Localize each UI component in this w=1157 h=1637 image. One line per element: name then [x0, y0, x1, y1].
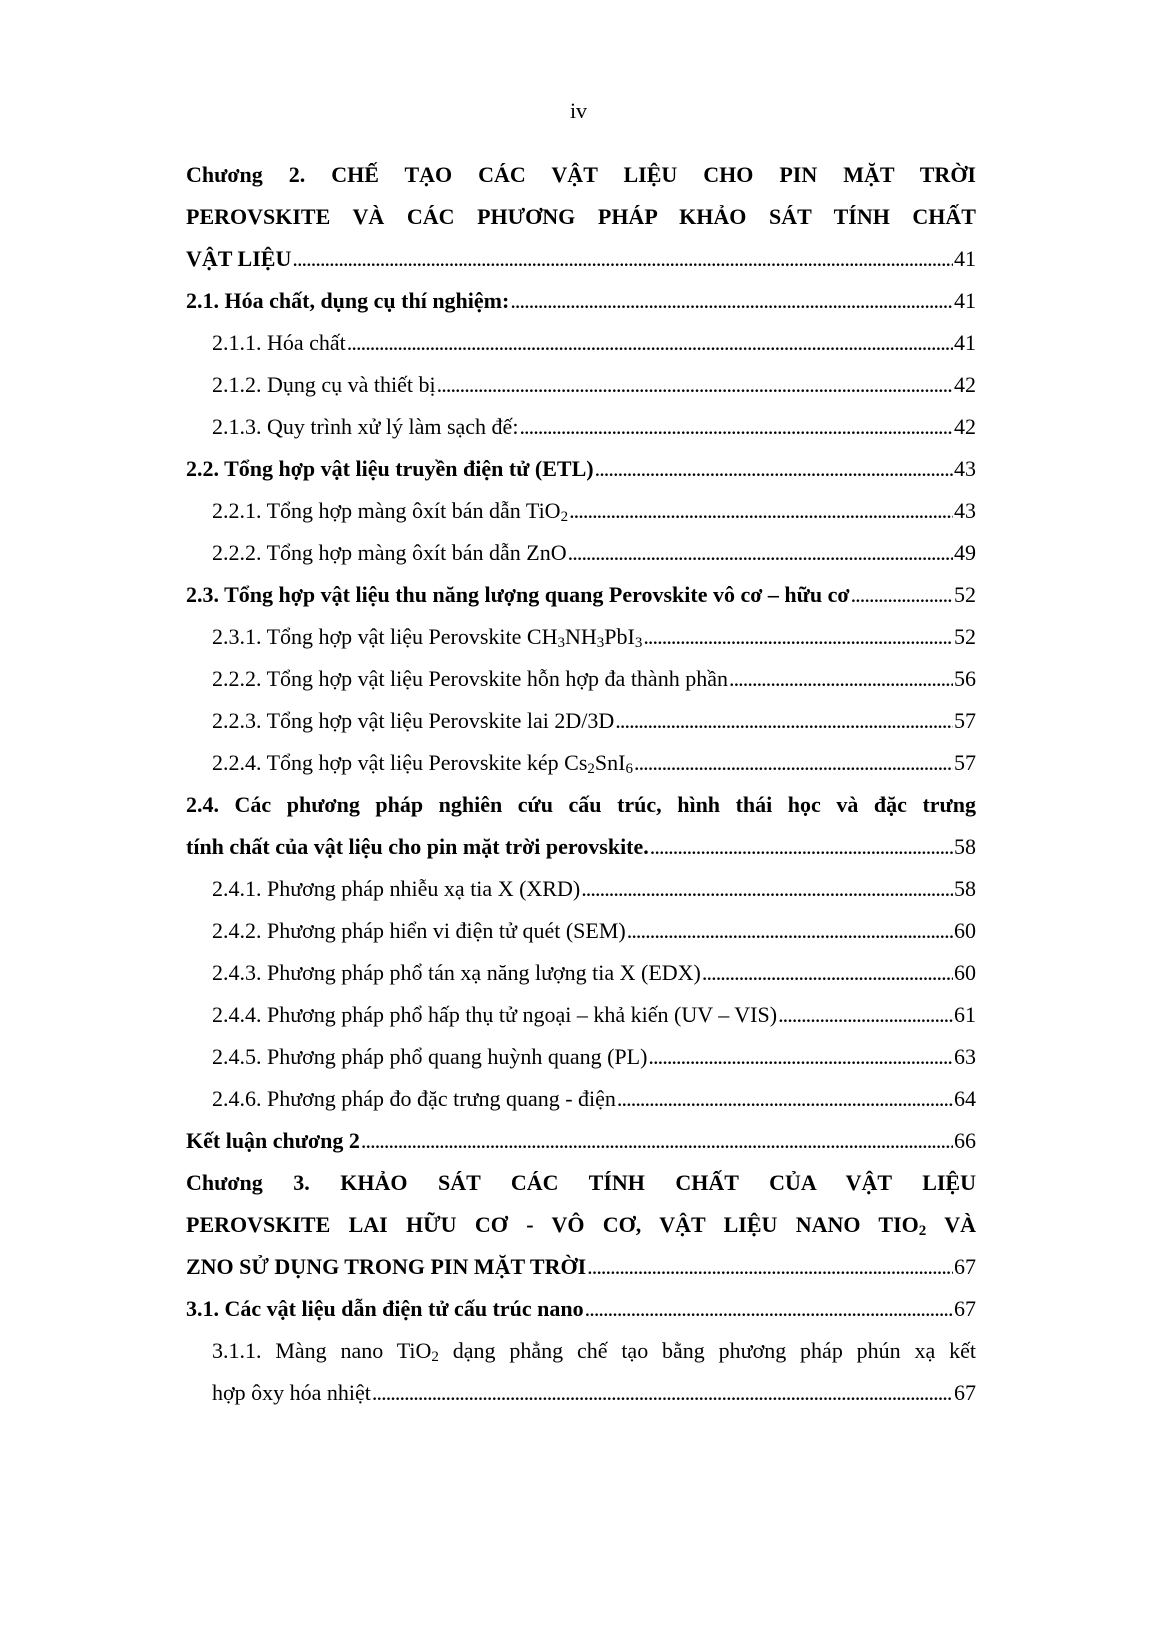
toc-entry-2-2-1[interactable]: 2.2.1. Tổng hợp màng ôxít bán dẫn TiO$_2$ . . . 43	[186, 490, 976, 532]
dot-leader	[510, 280, 953, 322]
toc-entry-2-4-line-1[interactable]: 2.4. Các phương pháp nghiên cứu cấu trúc, hình thái học và đặc trưng	[186, 792, 976, 817]
page-ref: 43	[954, 498, 976, 523]
page-ref: 63	[954, 1044, 976, 1069]
toc-entry-2-4-2[interactable]: 2.4.2. Phương pháp hiển vi điện tử quét (SEM) . . . 60	[186, 910, 976, 952]
toc-entry-chapter-2-line-1[interactable]: Chương 2. CHẾ TẠO CÁC VẬT LIỆU CHO PIN MẶT TRỜI	[186, 162, 976, 187]
page-ref: 52	[954, 582, 976, 607]
toc-entry-2-2-2[interactable]: 2.2.2. Tổng hợp màng ôxít bán dẫn ZnO . . . 49	[186, 532, 976, 574]
toc-entry-2-3-1[interactable]: 2.3.1. Tổng hợp vật liệu Perovskite $CH_3NH_3PbI_3$ . . . 52	[186, 616, 976, 658]
toc-entry-2-3[interactable]: 2.3. Tổng hợp vật liệu thu năng lượng quang Perovskite vô cơ – hữu cơ . . . 52	[186, 574, 976, 616]
page-ref: 41	[954, 288, 976, 313]
toc-entry-2-1-3[interactable]: 2.1.3. Quy trình xử lý làm sạch đế: . . . 42	[186, 406, 976, 448]
page-ref: 42	[954, 414, 976, 439]
dot-leader	[648, 1036, 953, 1078]
page-ref: 57	[954, 750, 976, 775]
table-of-contents	[186, 154, 976, 1414]
page-ref: 67	[954, 1296, 976, 1321]
page-ref: 43	[954, 456, 976, 481]
page-ref: 42	[954, 372, 976, 397]
dot-leader	[650, 826, 953, 868]
toc-entry-2-4-1[interactable]: 2.4.1. Phương pháp nhiễu xạ tia X (XRD) . . . 58	[186, 868, 976, 910]
dot-leader	[519, 406, 953, 448]
toc-entry-2-2-2-mixed[interactable]: 2.2.2. Tổng hợp vật liệu Perovskite hỗn hợp đa thành phần . . . 56	[186, 658, 976, 700]
dot-leader	[702, 952, 953, 994]
dot-leader	[347, 322, 953, 364]
dot-leader	[569, 490, 953, 532]
toc-entry-chapter-3-line-2[interactable]: PEROVSKITE LAI HỮU CƠ - VÔ CƠ, VẬT LIỆU NANO $TIO_2$ VÀ	[186, 1212, 976, 1239]
toc-entry-3-1[interactable]: 3.1. Các vật liệu dẫn điện tử cấu trúc nano . . . 67	[186, 1288, 976, 1330]
toc-entry-3-1-1-line-1[interactable]: 3.1.1. Màng nano TiO$_2$ dạng phẳng chế tạo bằng phương pháp phún xạ kết	[212, 1338, 976, 1365]
dot-leader	[617, 1078, 953, 1120]
toc-entry-chapter-2-line-2[interactable]: PEROVSKITE VÀ CÁC PHƯƠNG PHÁP KHẢO SÁT TÍNH CHẤT	[186, 204, 976, 229]
page-ref: 58	[954, 834, 976, 859]
dot-leader	[361, 1120, 953, 1162]
toc-entry-2-1-1[interactable]: 2.1.1. Hóa chất . . . 41	[186, 322, 976, 364]
toc-entry-conclusion-2[interactable]: Kết luận chương 2 . . . 66	[186, 1120, 976, 1162]
toc-entry-2-1[interactable]: 2.1. Hóa chất, dụng cụ thí nghiệm: . . . 41	[186, 280, 976, 322]
toc-entry-2-2-4[interactable]: 2.2.4. Tổng hợp vật liệu Perovskite kép $Cs_2SnI_6$ . . . 57	[186, 742, 976, 784]
dot-leader	[581, 868, 953, 910]
page-ref: 67	[954, 1380, 976, 1405]
page-ref: 66	[954, 1128, 976, 1153]
toc-entry-2-1-2[interactable]: 2.1.2. Dụng cụ và thiết bị . . . 42	[186, 364, 976, 406]
dot-leader	[292, 238, 953, 280]
page-ref: 52	[954, 624, 976, 649]
page-ref: 57	[954, 708, 976, 733]
dot-leader	[437, 364, 953, 406]
page-ref: 67	[954, 1254, 976, 1279]
toc-entry-2-4-5[interactable]: 2.4.5. Phương pháp phổ quang huỳnh quang (PL) . . . 63	[186, 1036, 976, 1078]
dot-leader	[615, 700, 953, 742]
dot-leader	[372, 1372, 953, 1414]
toc-entry-chapter-2-line-3[interactable]: VẬT LIỆU . . . 41	[186, 238, 976, 280]
dot-leader	[595, 448, 953, 490]
toc-entry-2-4-3[interactable]: 2.4.3. Phương pháp phổ tán xạ năng lượng tia X (EDX) . . . 60	[186, 952, 976, 994]
toc-entry-2-2-3[interactable]: 2.2.3. Tổng hợp vật liệu Perovskite lai 2D/3D . . . 57	[186, 700, 976, 742]
page-ref: 58	[954, 876, 976, 901]
dot-leader	[585, 1288, 953, 1330]
page-ref: 64	[954, 1086, 976, 1111]
toc-entry-chapter-3-line-1[interactable]: Chương 3. KHẢO SÁT CÁC TÍNH CHẤT CỦA VẬT LIỆU	[186, 1170, 976, 1195]
dot-leader	[634, 742, 953, 784]
toc-entry-2-4-6[interactable]: 2.4.6. Phương pháp đo đặc trưng quang - điện . . . 64	[186, 1078, 976, 1120]
dot-leader	[729, 658, 953, 700]
page-number: iv	[569, 98, 588, 123]
toc-entry-2-4-line-2[interactable]: tính chất của vật liệu cho pin mặt trời perovskite. . . . 58	[186, 826, 976, 868]
toc-entry-2-4-4[interactable]: 2.4.4. Phương pháp phổ hấp thụ tử ngoại – khả kiến (UV – VIS) . . . 61	[186, 994, 976, 1036]
toc-entry-3-1-1-line-2[interactable]: hợp ôxy hóa nhiệt . . . 67	[186, 1372, 976, 1414]
toc-entry-2-2[interactable]: 2.2. Tổng hợp vật liệu truyền điện tử (ETL) . . . 43	[186, 448, 976, 490]
page-ref: 60	[954, 960, 976, 985]
dot-leader	[627, 910, 953, 952]
dot-leader	[643, 616, 953, 658]
toc-entry-chapter-3-line-3[interactable]: ZNO SỬ DỤNG TRONG PIN MẶT TRỜI . . . 67	[186, 1246, 976, 1288]
page-ref: 41	[954, 246, 976, 271]
dot-leader	[778, 994, 953, 1036]
page-ref: 41	[954, 330, 976, 355]
page-ref: 56	[954, 666, 976, 691]
page-ref: 61	[954, 1002, 976, 1027]
page-ref: 60	[954, 918, 976, 943]
dot-leader	[851, 574, 953, 616]
dot-leader	[568, 532, 953, 574]
page-ref: 49	[954, 540, 976, 565]
dot-leader	[587, 1246, 953, 1288]
